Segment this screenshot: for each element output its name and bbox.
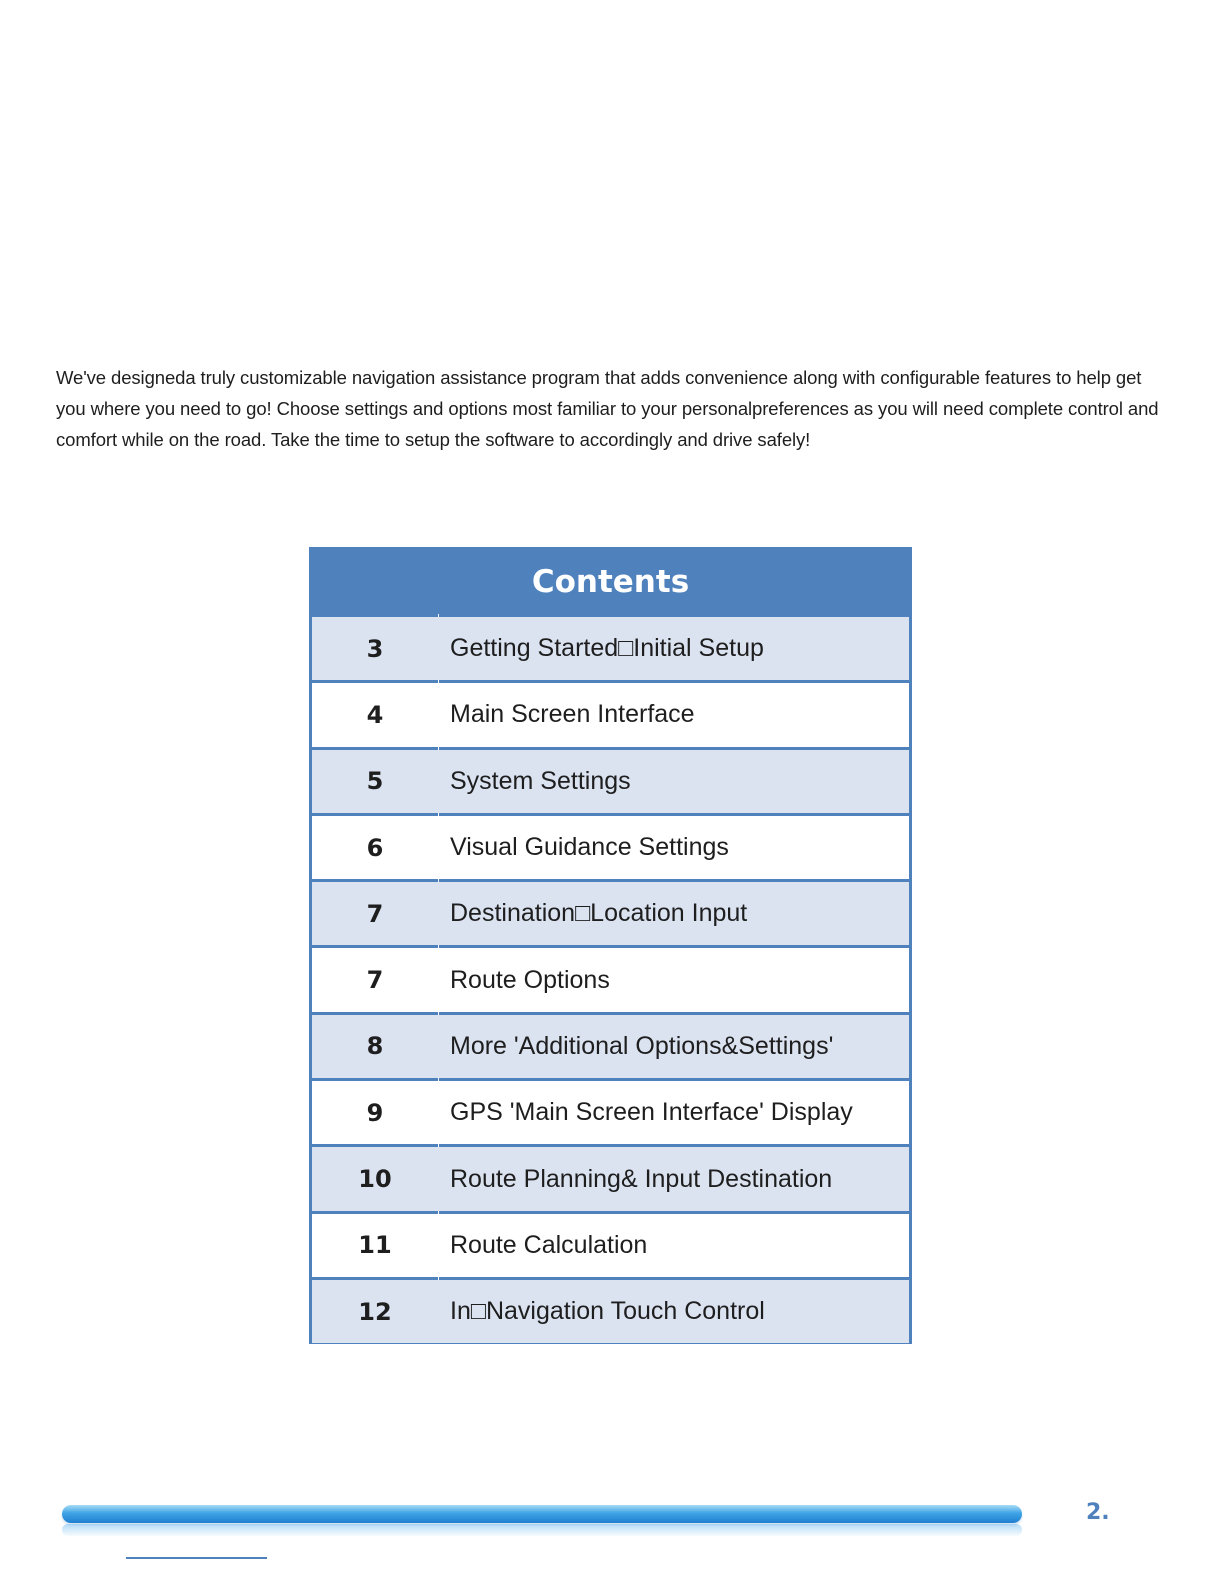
toc-row[interactable] <box>312 747 909 813</box>
toc-entry-title: Getting Started□Initial Setup <box>450 634 764 663</box>
toc-row[interactable] <box>312 1144 909 1210</box>
toc-row[interactable] <box>312 945 909 1011</box>
contents-table <box>309 547 912 1344</box>
toc-entry-title: Route Calculation <box>450 1230 648 1259</box>
toc-row[interactable] <box>312 879 909 945</box>
toc-entry-title: Route Planning& Input Destination <box>450 1164 833 1193</box>
toc-entry-title: Main Screen Interface <box>450 700 695 729</box>
toc-row[interactable] <box>312 1078 909 1144</box>
toc-page-number: 4 <box>366 700 384 729</box>
toc-page-number: 7 <box>366 966 384 995</box>
toc-entry-title: System Settings <box>450 766 631 795</box>
toc-page-number: 12 <box>358 1297 392 1326</box>
toc-entry-title: Destination□Location Input <box>450 899 748 928</box>
toc-entry-title: In□Navigation Touch Control <box>450 1297 765 1326</box>
footer-underline <box>126 1557 267 1559</box>
toc-page-number: 5 <box>366 767 384 796</box>
toc-page-number: 11 <box>358 1231 392 1260</box>
toc-page-number: 3 <box>366 634 384 663</box>
footer-decorative-bar <box>62 1505 1022 1523</box>
contents-title: Contents <box>312 550 909 614</box>
intro-paragraph: We've designeda truly customizable navigation assistance program that adds convenience along with configurable features to help get you where you need to go! Choose settings and options most familiar to your personalpreferences as you will need complete control and comfort while on the road. Take the time to setup the software to accordingly and drive safely! <box>56 367 1159 450</box>
toc-row[interactable] <box>312 813 909 879</box>
toc-row[interactable] <box>312 1211 909 1277</box>
toc-page-number: 6 <box>366 833 384 862</box>
toc-page-number: 10 <box>358 1165 392 1194</box>
toc-row[interactable] <box>312 1012 909 1078</box>
toc-page-number: 8 <box>366 1032 384 1061</box>
toc-page-number: 7 <box>366 899 384 928</box>
toc-entry-title: Visual Guidance Settings <box>450 833 729 862</box>
toc-page-number: 9 <box>366 1098 384 1127</box>
page-number: 2. <box>1086 1500 1110 1525</box>
toc-entry-title: Route Options <box>450 965 610 994</box>
footer-bar-reflection <box>62 1524 1022 1536</box>
toc-row[interactable] <box>312 680 909 746</box>
toc-row[interactable] <box>312 614 909 680</box>
toc-row[interactable] <box>312 1277 909 1343</box>
toc-entry-title: GPS 'Main Screen Interface' Display <box>450 1098 853 1127</box>
toc-entry-title: More 'Additional Options&Settings' <box>450 1031 834 1060</box>
